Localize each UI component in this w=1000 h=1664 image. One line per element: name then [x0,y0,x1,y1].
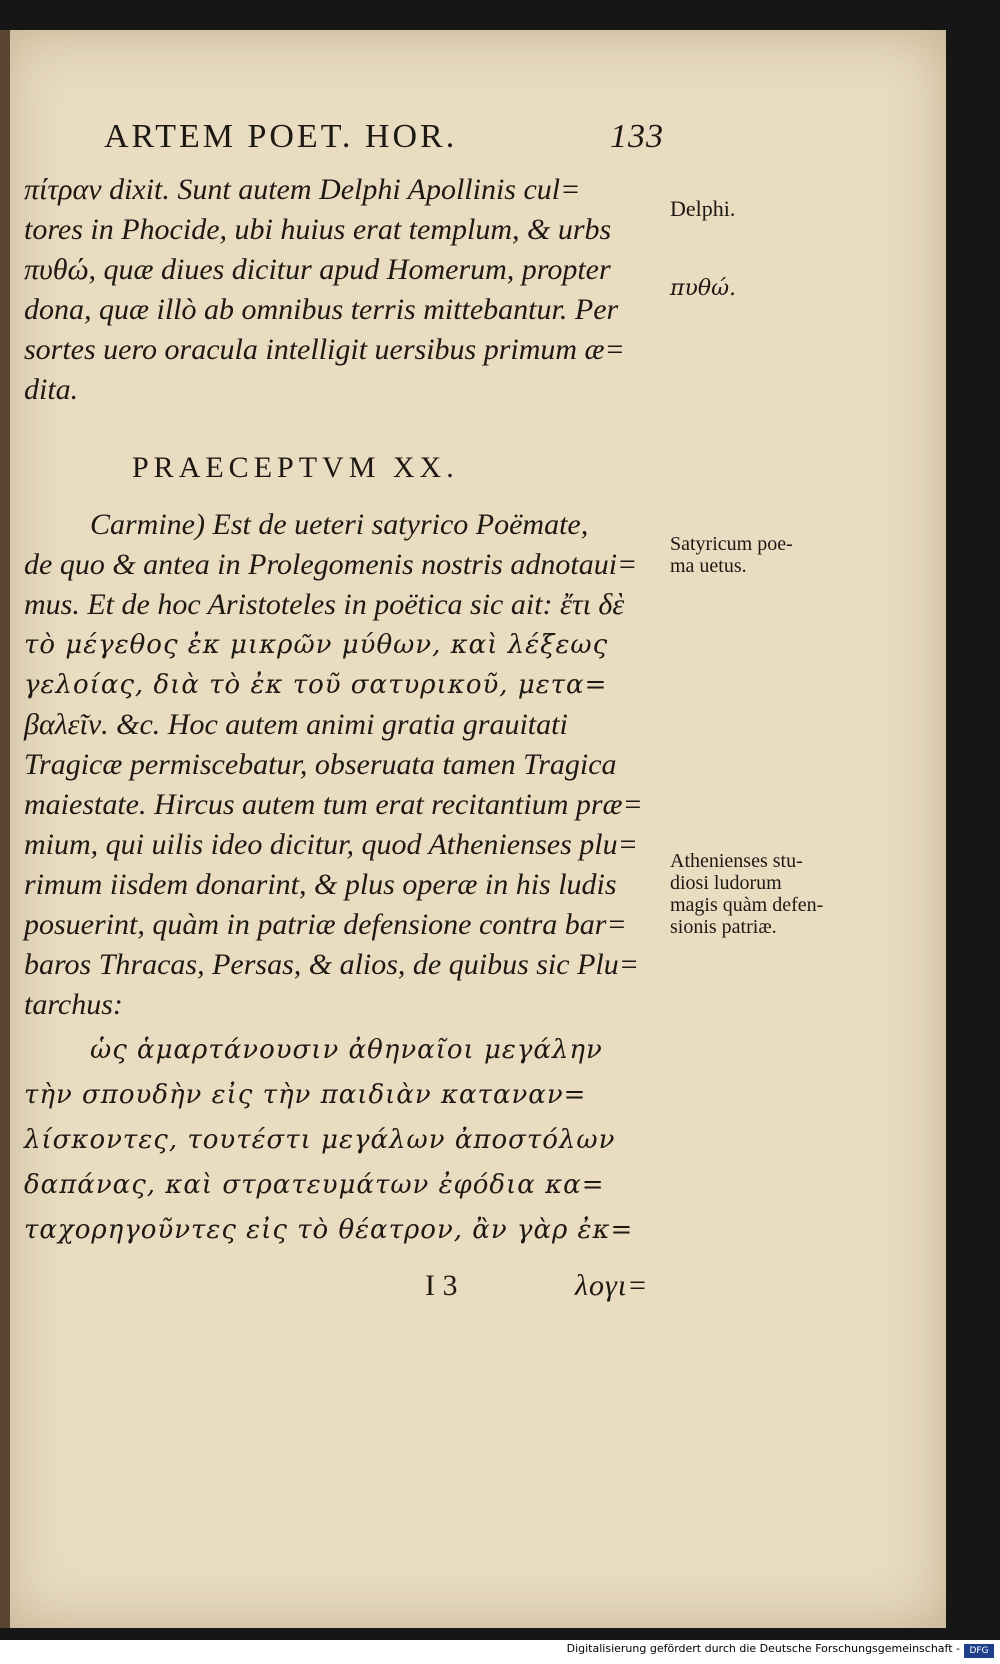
page-spine-edge [0,30,10,1628]
margin-note-line: diosi ludorum [670,872,782,894]
text-line: πίτραν dixit. Sunt autem Delphi Apollinis cul= [24,173,581,206]
text-line: posuerint, quàm in patriæ defensione contra bar= [24,908,627,941]
text-line: Tragicæ permiscebatur, obseruata tamen Tragica [24,748,617,781]
running-head-title: ARTEM POET. HOR. [104,118,458,155]
greek-text-line: ὡς ἁμαρτάνουσιν ἀθηναῖοι μεγάλην [90,1035,603,1065]
text-line: sortes uero oracula intelligit uersibus primum æ= [24,333,625,366]
text-line: mium, qui uilis ideo dicitur, quod Athenienses plu= [24,828,638,861]
digitization-credit: Digitalisierung gefördert durch die Deutsche Forschungsgemeinschaft - [566,1642,960,1655]
text-line: rimum iisdem donarint, & plus operæ in his ludis [24,868,617,901]
margin-note-line: πυθώ. [670,276,737,301]
section-heading: PRAECEPTVM XX. [132,451,459,484]
margin-note-line: Satyricum poe- [670,533,793,555]
text-line: maiestate. Hircus autem tum erat recitantium præ= [24,788,643,821]
signature-mark: I 3 [425,1269,458,1302]
page-number: 133 [610,118,664,155]
margin-note-line: Athenienses stu- [670,850,803,872]
text-line: de quo & antea in Prolegomenis nostris adnotaui= [24,548,638,581]
running-head [104,118,664,158]
text-line: βαλεῖν. &c. Hoc autem animi gratia grauitati [24,708,568,741]
text-line: baros Thracas, Persas, & alios, de quibus sic Plu= [24,948,639,981]
margin-note-line: ma uetus. [670,555,747,577]
margin-note-delphi [670,198,870,220]
text-line: dona, quæ illò ab omnibus terris mittebantur. Per [24,293,619,326]
text-line: tores in Phocide, ubi huius erat templum, & urbs [24,213,612,246]
catchword: λογι= [575,1269,649,1302]
text-line: dita. [24,373,79,406]
margin-note-satyricum [670,533,870,577]
text-line: mus. Et de hoc Aristoteles in poëtica sic ait: ἔτι δὲ [24,588,625,621]
text-line: πυθώ, quæ diues dicitur apud Homerum, propter [24,253,611,286]
greek-text-line: τὸ μέγεθος ἐκ μικρῶν μύθων, καὶ λέξεως [24,630,609,660]
text-line: tarchus: [24,988,123,1021]
greek-text-line: τὴν σπουδὴν εἰς τὴν παιδιὰν καταναν= [24,1080,587,1110]
greek-text-line: ταχορηγοῦντες εἰς τὸ θέατρον, ἂν γὰρ ἐκ= [24,1215,634,1245]
margin-note-line: magis quàm defen- [670,894,824,916]
text-line: Carmine) Est de ueteri satyrico Poëmate, [90,508,589,541]
margin-note-line: sionis patriæ. [670,916,777,938]
margin-note-pytho [670,278,870,300]
margin-note-athenienses [670,850,870,938]
margin-note-line: Delphi. [670,196,736,221]
greek-text-line: γελοίας, διὰ τὸ ἐκ τοῦ σατυρικοῦ, μετα= [24,670,608,700]
dfg-logo-icon: DFG [964,1644,994,1658]
greek-text-line: λίσκοντες, τουτέστι μεγάλων ἀποστόλων [24,1125,616,1155]
greek-text-line: δαπάνας, καὶ στρατευμάτων ἐφόδια κα= [24,1170,605,1200]
